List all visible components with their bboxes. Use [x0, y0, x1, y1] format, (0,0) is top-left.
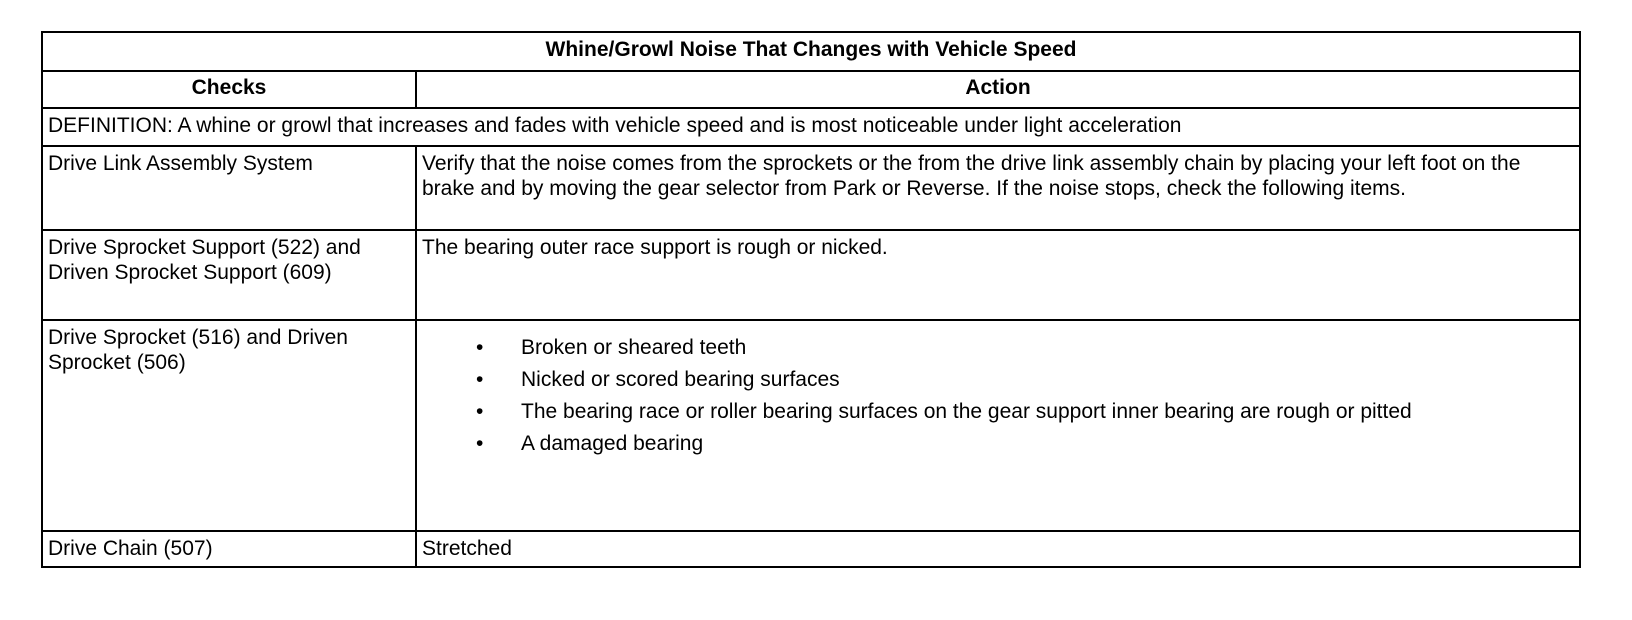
bullet-icon: •	[476, 368, 484, 391]
table-row	[42, 531, 1580, 567]
column-header-action: Action	[416, 71, 1580, 108]
definition-row	[42, 108, 1580, 146]
definition-text: DEFINITION: A whine or growl that increases and fades with vehicle speed and is most noticeable under light acceleration	[42, 108, 1580, 146]
table-title-row	[42, 32, 1580, 71]
action-bullet-list	[422, 335, 1574, 456]
table-header-row	[42, 71, 1580, 108]
list-item-text: A damaged bearing	[521, 432, 704, 455]
list-item	[476, 367, 1574, 392]
column-header-checks: Checks	[42, 71, 416, 108]
list-item	[476, 335, 1574, 360]
list-item-text: Broken or sheared teeth	[521, 336, 747, 359]
check-cell: Drive Chain (507)	[42, 531, 416, 567]
list-item-text: Nicked or scored bearing surfaces	[521, 368, 840, 391]
table-row	[42, 320, 1580, 531]
list-item-text: The bearing race or roller bearing surfaces on the gear support inner bearing are rough or pitted	[521, 400, 1412, 423]
table-row	[42, 230, 1580, 320]
action-cell: Stretched	[416, 531, 1580, 567]
check-cell: Drive Sprocket (516) and Driven Sprocket (506)	[42, 320, 416, 531]
bullet-icon: •	[476, 336, 484, 359]
action-cell	[416, 320, 1580, 531]
table-row	[42, 146, 1580, 230]
bullet-icon: •	[476, 400, 484, 423]
list-item	[476, 431, 1574, 456]
bullet-icon: •	[476, 432, 484, 455]
diagnostic-table	[41, 31, 1581, 568]
action-cell: The bearing outer race support is rough or nicked.	[416, 230, 1580, 320]
table-title: Whine/Growl Noise That Changes with Vehicle Speed	[42, 32, 1580, 71]
check-cell: Drive Link Assembly System	[42, 146, 416, 230]
list-item	[476, 399, 1574, 424]
check-cell: Drive Sprocket Support (522) and Driven Sprocket Support (609)	[42, 230, 416, 320]
action-cell: Verify that the noise comes from the sprockets or the from the drive link assembly chain by placing your left foot on the brake and by moving the gear selector from Park or Reverse. If the noise stops, check the following items.	[416, 146, 1580, 230]
